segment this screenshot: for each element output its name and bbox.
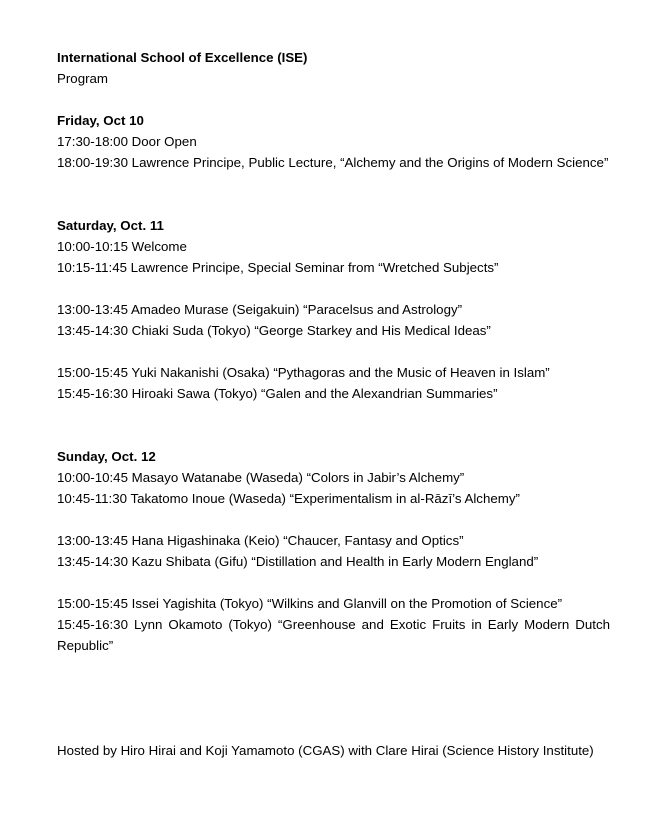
session-group [57, 299, 610, 341]
schedule-entry: 15:45-16:30 Hiroaki Sawa (Tokyo) “Galen and the Alexandrian Summaries” [57, 386, 498, 401]
schedule-entry: 10:15-11:45 Lawrence Principe, Special Seminar from “Wretched Subjects” [57, 260, 499, 275]
session-group [57, 467, 610, 509]
schedule-entry: 13:45-14:30 Kazu Shibata (Gifu) “Distillation and Health in Early Modern England” [57, 554, 539, 569]
schedule-entry: 15:45-16:30 Lynn Okamoto (Tokyo) “Greenhouse and Exotic Fruits in Early Modern Dutch Republic” [57, 617, 610, 653]
day-section [57, 110, 610, 173]
day-heading: Saturday, Oct. 11 [57, 218, 164, 233]
schedule-entry: 10:45-11:30 Takatomo Inoue (Waseda) “Experimentalism in al-Rāzī’s Alchemy” [57, 491, 520, 506]
schedule-entry: 18:00-19:30 Lawrence Principe, Public Lecture, “Alchemy and the Origins of Modern Science” [57, 155, 609, 170]
schedule-entry: 13:45-14:30 Chiaki Suda (Tokyo) “George Starkey and His Medical Ideas” [57, 323, 491, 338]
schedule-entry: 15:00-15:45 Yuki Nakanishi (Osaka) “Pythagoras and the Music of Heaven in Islam” [57, 365, 550, 380]
session-group [57, 362, 610, 404]
credits-line: Hosted by Hiro Hirai and Koji Yamamoto (CGAS) with Clare Hirai (Science History Institute) [57, 743, 594, 758]
schedule-entry: 13:00-13:45 Hana Higashinaka (Keio) “Chaucer, Fantasy and Optics” [57, 533, 464, 548]
schedule-entry: 10:00-10:15 Welcome [57, 239, 187, 254]
day-section [57, 215, 610, 404]
day-heading: Friday, Oct 10 [57, 113, 144, 128]
document-title: International School of Excellence (ISE) [57, 50, 308, 65]
schedule-sections [57, 110, 610, 656]
session-group [57, 236, 610, 278]
schedule-entry: 13:00-13:45 Amadeo Murase (Seigakuin) “Paracelsus and Astrology” [57, 302, 463, 317]
session-group [57, 593, 610, 656]
document-subtitle: Program [57, 71, 108, 86]
day-heading: Sunday, Oct. 12 [57, 449, 156, 464]
session-group [57, 131, 610, 173]
schedule-entry: 10:00-10:45 Masayo Watanabe (Waseda) “Colors in Jabir’s Alchemy” [57, 470, 465, 485]
day-section [57, 446, 610, 656]
schedule-entry: 17:30-18:00 Door Open [57, 134, 197, 149]
schedule-entry: 15:00-15:45 Issei Yagishita (Tokyo) “Wilkins and Glanvill on the Promotion of Science” [57, 596, 563, 611]
session-group [57, 530, 610, 572]
